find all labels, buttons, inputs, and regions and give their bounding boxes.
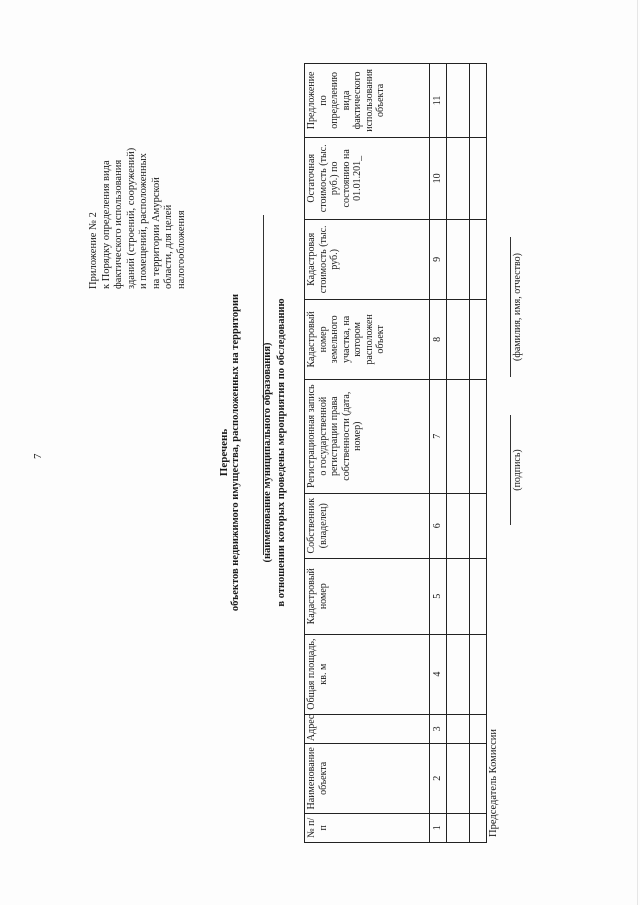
table-cell xyxy=(470,379,487,493)
table-cell xyxy=(470,744,487,813)
header-cell: Остаточная стоимость (тыс. руб.) по состоянию на 01.01.201_ xyxy=(305,137,430,219)
header-cell: Регистрационная запись о государственной регистрации права собственности (дата, номер) xyxy=(305,379,430,493)
appendix-line: области, для целей xyxy=(163,204,174,289)
signature-caption: (подпись) xyxy=(512,449,523,491)
table-cell xyxy=(447,744,470,813)
column-numbers-row xyxy=(430,64,447,843)
column-number: 8 xyxy=(430,299,447,379)
full-name-caption: (фамилия, имя, отчество) xyxy=(512,253,523,361)
table-cell xyxy=(470,64,487,138)
header-cell: Предложение по определению вида фактического использования объекта xyxy=(305,64,430,138)
objects-table xyxy=(304,63,487,843)
table-cell xyxy=(470,714,487,743)
appendix-block xyxy=(88,33,188,289)
table-cell xyxy=(470,634,487,714)
header-row xyxy=(305,64,430,843)
header-cell: № п/п xyxy=(305,813,430,842)
appendix-line: к Порядку определения вида xyxy=(100,160,112,289)
survey-caption: в отношении которых проведены мероприятия по обследованию xyxy=(276,298,287,607)
appendix-line: и помещений, расположенных xyxy=(138,153,149,289)
appendix-line: налогообложения xyxy=(175,210,187,289)
column-number: 9 xyxy=(430,219,447,299)
table-cell xyxy=(470,813,487,842)
signature-line xyxy=(510,415,511,525)
table-cell xyxy=(470,219,487,299)
column-number: 10 xyxy=(430,137,447,219)
column-number: 4 xyxy=(430,634,447,714)
full-name-line xyxy=(510,237,511,377)
table-cell xyxy=(447,558,470,634)
header-cell: Наименование объекта xyxy=(305,744,430,813)
table-cell xyxy=(470,299,487,379)
header-cell: Кадастровый номер земельного участка, на котором расположен объект xyxy=(305,299,430,379)
document-subtitle: объектов недвижимого имущества, расположенных на территории xyxy=(230,293,241,612)
table-cell xyxy=(447,137,470,219)
column-number: 11 xyxy=(430,64,447,138)
column-number: 1 xyxy=(430,813,447,842)
table-cell xyxy=(447,64,470,138)
column-number: 3 xyxy=(430,714,447,743)
table-cell xyxy=(447,634,470,714)
table-cell xyxy=(447,299,470,379)
appendix-line: Приложение № 2 xyxy=(88,212,99,289)
table-cell xyxy=(447,379,470,493)
table-cell xyxy=(447,493,470,558)
document-title: Перечень xyxy=(218,428,230,477)
table-cell xyxy=(470,558,487,634)
table-row xyxy=(447,64,470,843)
table-cell xyxy=(447,714,470,743)
header-cell: Общая площадь, кв. м xyxy=(305,634,430,714)
table-row xyxy=(470,64,487,843)
header-cell: Собственник (владелец) xyxy=(305,493,430,558)
municipality-caption: (наименование муниципального образования) xyxy=(262,342,273,563)
table-cell xyxy=(447,219,470,299)
column-number: 5 xyxy=(430,558,447,634)
appendix-line: фактического использования xyxy=(113,159,124,289)
chairman-label: Председатель Комиссии xyxy=(488,729,499,837)
header-cell: Кадастровый номер xyxy=(305,558,430,634)
appendix-line: на территории Амурской xyxy=(150,177,162,289)
column-number: 6 xyxy=(430,493,447,558)
table-cell xyxy=(447,813,470,842)
table-cell xyxy=(470,493,487,558)
header-cell: Кадастровая стоимость (тыс. руб.) xyxy=(305,219,430,299)
table-cell xyxy=(470,137,487,219)
column-number: 2 xyxy=(430,744,447,813)
page-number: 7 xyxy=(32,453,44,459)
header-cell: Адрес xyxy=(305,714,430,743)
appendix-line: зданий (строений, сооружений) xyxy=(125,147,137,289)
column-number: 7 xyxy=(430,379,447,493)
